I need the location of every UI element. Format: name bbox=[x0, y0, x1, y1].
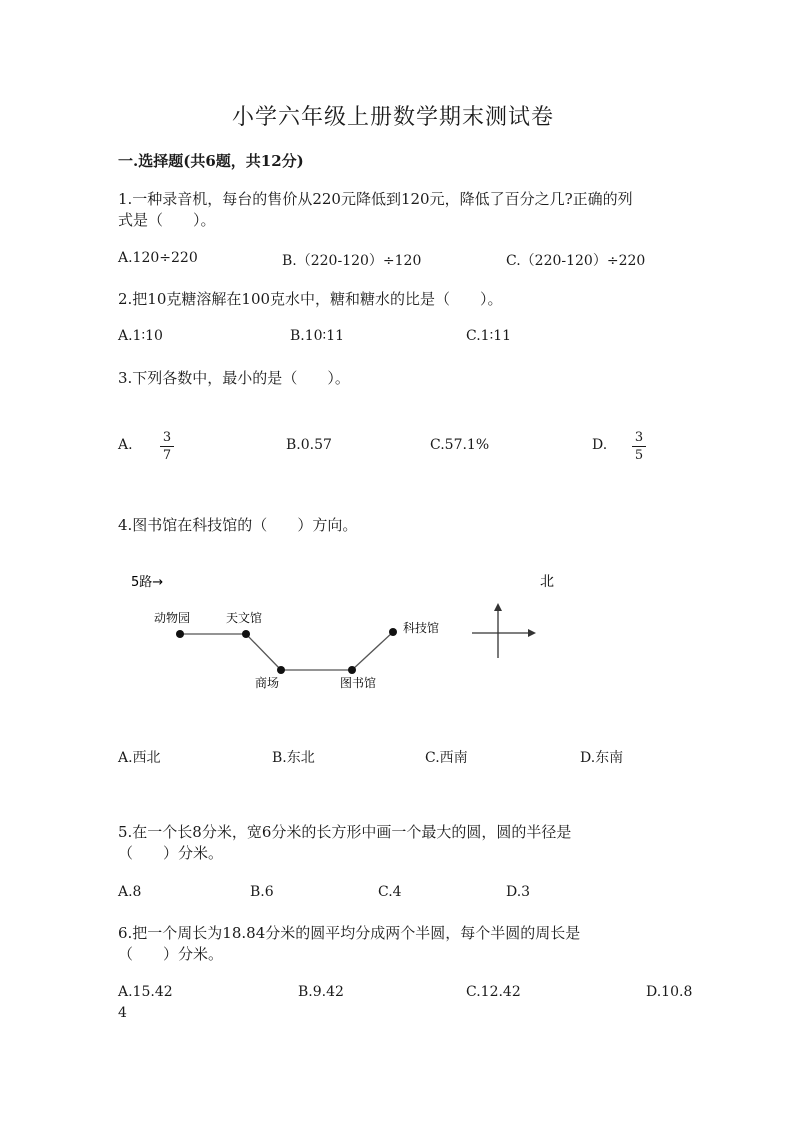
question-1-line-2: 式是（ ）。 bbox=[118, 211, 216, 229]
north-label: 北 bbox=[540, 574, 554, 590]
question-4-option-a[interactable]: A.西北 bbox=[118, 750, 161, 766]
stop-label-planetarium: 天文馆 bbox=[226, 611, 263, 625]
question-3-option-b[interactable]: B.0.57 bbox=[286, 437, 332, 453]
stop-label-science-museum: 科技馆 bbox=[403, 621, 440, 635]
stop-label-zoo: 动物园 bbox=[154, 611, 191, 625]
question-5-option-c[interactable]: C.4 bbox=[378, 884, 402, 900]
question-6-line-2: （ ）分米。 bbox=[118, 945, 224, 963]
stop-marker-planetarium bbox=[242, 630, 250, 638]
question-3-option-d-fraction[interactable] bbox=[632, 430, 646, 463]
stop-label-library: 图书馆 bbox=[340, 676, 377, 690]
question-6-line-1: 6.把一个周长为18.84分米的圆平均分成两个半圆，每个半圆的周长是 bbox=[118, 924, 581, 942]
question-2-text: 2.把10克糖溶解在100克水中，糖和糖水的比是（ ）。 bbox=[118, 290, 503, 308]
question-2-option-c[interactable]: C.1∶11 bbox=[466, 328, 512, 344]
fraction-denominator: 7 bbox=[162, 448, 172, 463]
page-title: 小学六年级上册数学期末测试卷 bbox=[232, 105, 555, 130]
question-4-option-b[interactable]: B.东北 bbox=[272, 750, 315, 766]
question-4-text: 4.图书馆在科技馆的（ ）方向。 bbox=[118, 516, 358, 534]
question-5-line-2: （ ）分米。 bbox=[118, 844, 224, 862]
section-heading: 一.选择题(共6题，共12分) bbox=[118, 152, 304, 170]
question-1-line-1: 1.一种录音机，每台的售价从220元降低到120元，降低了百分之几?正确的列 bbox=[118, 190, 633, 208]
fraction-bar bbox=[160, 446, 174, 447]
question-1-option-a[interactable]: A.120÷220 bbox=[118, 250, 198, 266]
stop-marker-mall bbox=[277, 666, 285, 674]
stop-marker-library bbox=[348, 666, 356, 674]
question-6-option-d-wrap: 4 bbox=[118, 1005, 127, 1021]
question-4-option-d[interactable]: D.东南 bbox=[580, 750, 624, 766]
fraction-denominator: 5 bbox=[634, 448, 644, 463]
fraction-numerator: 3 bbox=[162, 430, 172, 445]
question-1-option-c[interactable]: C.（220-120）÷220 bbox=[506, 253, 646, 269]
question-5-line-1: 5.在一个长8分米，宽6分米的长方形中画一个最大的圆，圆的半径是 bbox=[118, 823, 572, 841]
stop-marker-science-museum bbox=[389, 628, 397, 636]
question-4-option-c[interactable]: C.西南 bbox=[425, 750, 468, 766]
route-segment bbox=[352, 632, 393, 670]
stop-label-mall: 商场 bbox=[255, 676, 280, 690]
route-segment bbox=[246, 634, 281, 670]
stop-marker-zoo bbox=[176, 630, 184, 638]
question-3-option-a-fraction[interactable] bbox=[160, 430, 174, 463]
question-6-option-d[interactable]: D.10.8 bbox=[646, 984, 693, 1000]
question-6-option-b[interactable]: B.9.42 bbox=[298, 984, 344, 1000]
fraction-bar bbox=[632, 446, 646, 447]
bus-route-label: 5路→ bbox=[131, 575, 164, 590]
route-map bbox=[0, 560, 800, 700]
question-5-option-d[interactable]: D.3 bbox=[506, 884, 531, 900]
question-5-option-b[interactable]: B.6 bbox=[250, 884, 274, 900]
question-3-option-a-label[interactable]: A. bbox=[118, 437, 133, 453]
question-6-option-c[interactable]: C.12.42 bbox=[466, 984, 521, 1000]
question-3-option-c[interactable]: C.57.1% bbox=[430, 437, 490, 453]
question-3-option-d-label[interactable]: D. bbox=[592, 437, 608, 453]
question-1-option-b[interactable]: B.（220-120）÷120 bbox=[282, 253, 422, 269]
question-2-option-a[interactable]: A.1∶10 bbox=[118, 328, 163, 344]
question-2-option-b[interactable]: B.10∶11 bbox=[290, 328, 345, 344]
compass-icon bbox=[472, 603, 536, 658]
question-6-option-a[interactable]: A.15.42 bbox=[118, 984, 173, 1000]
question-5-option-a[interactable]: A.8 bbox=[118, 884, 142, 900]
fraction-numerator: 3 bbox=[634, 430, 644, 445]
question-3-text: 3.下列各数中，最小的是（ ）。 bbox=[118, 369, 350, 387]
